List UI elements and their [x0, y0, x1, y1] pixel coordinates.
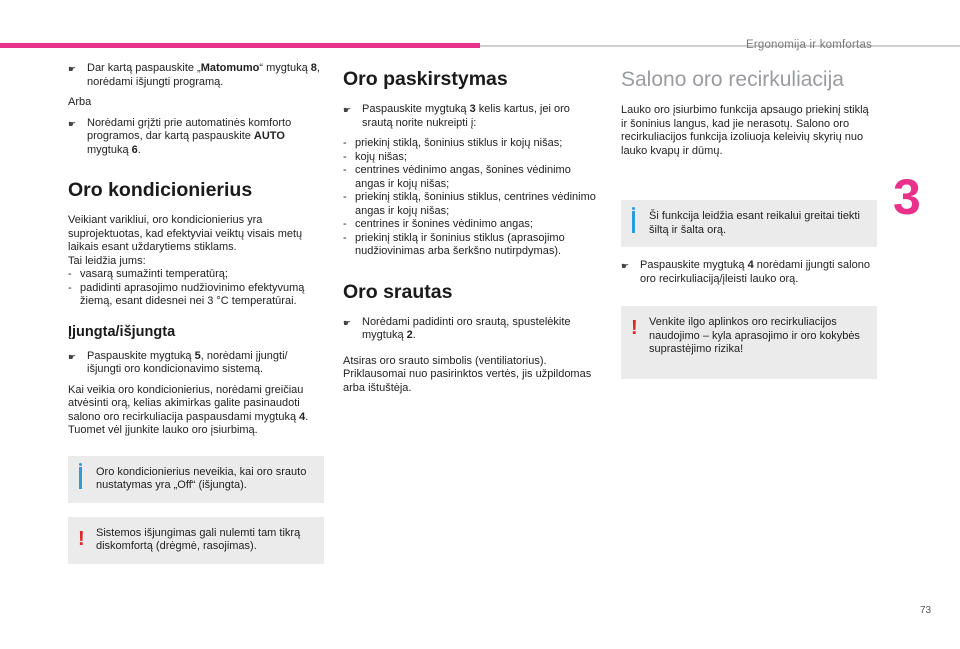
- exclamation-icon: !: [631, 317, 638, 339]
- paragraph: Kai veikia oro kondicionierius, norėdami greičiau atvėsinti orą, kelias akimirkas galite pasinaudoti salono oro recirkuliacija paspausdami mygtuką 4. Tuomet vėl įjunkite lauko oro įsiurbimą.: [68, 383, 309, 436]
- header-rule: [480, 45, 960, 47]
- allows-text: Tai leidžia jums:: [68, 254, 146, 267]
- button-number: 2: [406, 329, 413, 341]
- column-2: [343, 62, 601, 395]
- button-number: 6: [131, 143, 138, 156]
- instruction-step: [68, 350, 324, 377]
- button-number: 4: [747, 259, 754, 271]
- arrow-marker-icon: ☛: [68, 351, 77, 362]
- section-title: Salono oro recirkuliacija: [621, 68, 844, 91]
- list-item: - padidinti aprasojimo nudžiovinimo efektyvumą žiemą, esant didesnei nei 3 °C temperatūrai.: [68, 281, 305, 307]
- section-title: Oro kondicionierius: [68, 179, 253, 201]
- warning-note: [621, 306, 877, 379]
- info-icon: [79, 467, 82, 489]
- instruction-step: ☛ Paspauskite mygtuką 3 kelis kartus, jei oro srautą norite nukreipti į:: [343, 103, 570, 129]
- list-item: - priekinį stiklą ir šoninius stiklus (aprasojimo nudžiovinimas arba šerkšno nutirpdymas).: [343, 231, 565, 257]
- column-1: [68, 62, 324, 564]
- button-number: 5: [194, 349, 201, 362]
- chapter-number: 3: [893, 169, 921, 225]
- section-title: Oro srautas: [343, 280, 453, 303]
- step-text: , norėdami išjungti programą.: [87, 62, 320, 88]
- info-note-text: Oro kondicionierius neveikia, kai oro srauto nustatymas yra „Off“ (išjungta).: [96, 465, 307, 491]
- info-icon: [632, 211, 635, 233]
- step-keyword: Matomumo: [200, 62, 260, 74]
- instruction-step: ☛ Paspauskite mygtuką 4 norėdami įjungti salono oro recirkuliaciją/įleisti lauko orą.: [621, 259, 870, 285]
- list-item: - priekinį stiklą, šoninius stiklus, centrines vėdinimo angas ir kojų nišas;: [343, 191, 596, 217]
- list-item: - centrines ir šonines vėdinimo angas;: [343, 218, 533, 230]
- step-text: “ mygtuką: [259, 62, 311, 74]
- step-text: Norėdami grįžti prie automatinės komforto programos, dar kartą paspauskite: [87, 116, 292, 142]
- instruction-step: [68, 117, 324, 158]
- chapter-title: Ergonomija ir komfortas: [745, 39, 872, 51]
- instruction-step: ☛ Norėdami padidinti oro srautą, spustelėkite mygtuką 2.: [343, 315, 571, 341]
- list-item: - kojų nišas;: [343, 150, 407, 163]
- arrow-marker-icon: ☛: [68, 118, 77, 129]
- intro-paragraph: Veikiant varikliui, oro kondicionierius yra suprojektuotas, kad efektyviai veiktų visais metų laikais esant uždarytiems stiklams.: [68, 214, 303, 253]
- header-accent-bar: [0, 43, 480, 48]
- list-item: - vasarą sumažinti temperatūrą;: [68, 268, 228, 280]
- subsection-title: Įjungta/išjungta: [68, 323, 176, 340]
- list-item: - priekinį stiklą, šoninius stiklus ir kojų nišas;: [343, 137, 563, 149]
- step-text: .: [137, 143, 141, 156]
- warning-note-text: Sistemos išjungimas gali nulemti tam tikrą diskomfortą (drėgmė, rasojimas).: [96, 526, 301, 552]
- step-text: Dar kartą paspauskite „: [87, 62, 201, 74]
- arrow-marker-icon: ☛: [343, 105, 352, 115]
- arrow-marker-icon: ☛: [68, 64, 77, 74]
- intro-paragraph: Lauko oro įsiurbimo funkcija apsaugo priekinį stiklą ir šoninius langus, kad jie nerasotų. Salono oro recirkuliacijos funkcija izoliuoja keleivių skyrių nuo lauko kvapų ir dūmų.: [621, 104, 869, 157]
- column-3: [621, 62, 877, 379]
- info-note: [68, 456, 324, 503]
- exclamation-icon: !: [78, 527, 85, 550]
- info-note: [621, 200, 877, 247]
- button-number: 3: [469, 103, 476, 115]
- paragraph: Atsiras oro srauto simbolis (ventiliatorius). Priklausomai nuo pasirinktos vertės, jis užpildomas arba ištuštėja.: [343, 354, 592, 394]
- page-number: 73: [920, 605, 932, 616]
- button-number: 4: [299, 410, 306, 423]
- button-number: 8: [310, 62, 317, 74]
- step-text: Paspauskite mygtuką: [87, 349, 195, 362]
- step-text: , norėdami įjungti/ išjungti oro kondicionavimo sistemą.: [87, 349, 288, 375]
- warning-note-text: Venkite ilgo aplinkos oro recirkuliacijos naudojimo – kyla aprasojimo ir oro kokybės suprastėjimo rizika!: [649, 316, 860, 355]
- or-text: Arba: [68, 96, 92, 108]
- section-title: Oro paskirstymas: [343, 68, 508, 90]
- warning-note: [68, 517, 324, 564]
- step-text: mygtuką: [87, 143, 132, 156]
- info-note-text: Ši funkcija leidžia esant reikalui greitai tiekti šiltą ir šalta orą.: [649, 210, 860, 236]
- arrow-marker-icon: ☛: [621, 261, 630, 271]
- instruction-step: [68, 62, 324, 89]
- arrow-marker-icon: ☛: [343, 317, 352, 328]
- step-keyword: AUTO: [253, 130, 285, 142]
- list-item: - centrines vėdinimo angas, šonines vėdinimo angas ir kojų nišas;: [343, 164, 571, 190]
